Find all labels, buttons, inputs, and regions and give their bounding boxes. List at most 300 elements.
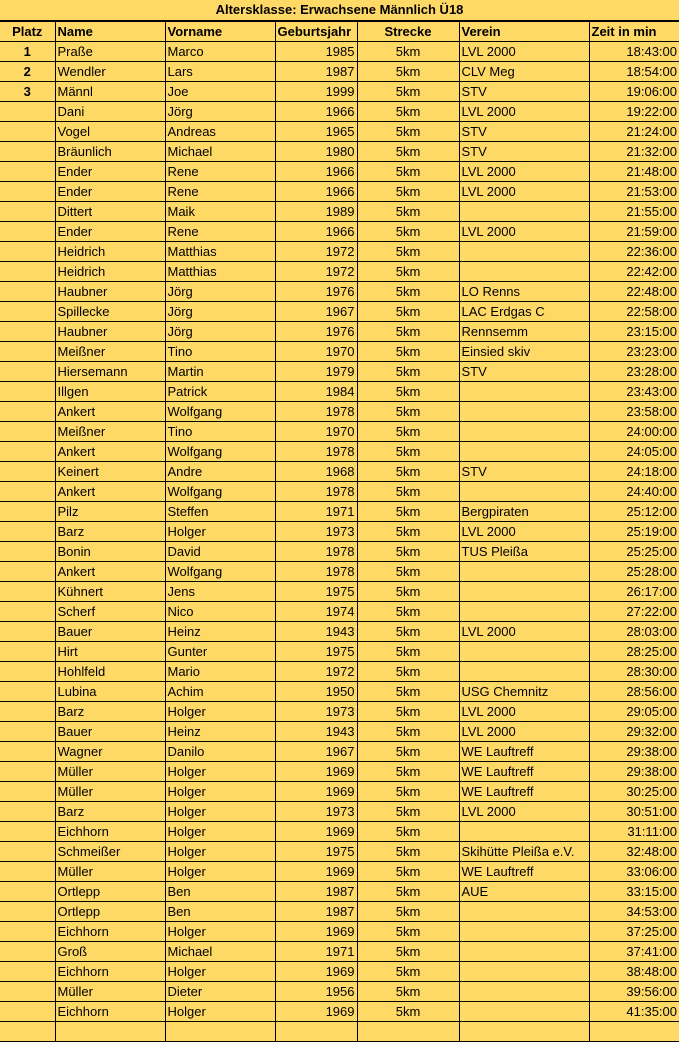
cell-vorname[interactable]: Holger	[165, 842, 275, 862]
cell-zeit[interactable]: 38:48:00	[589, 962, 679, 982]
cell-vorname[interactable]: Mario	[165, 662, 275, 682]
cell-zeit[interactable]: 24:40:00	[589, 482, 679, 502]
cell-strecke[interactable]: 5km	[357, 322, 459, 342]
cell-name[interactable]: Bonin	[55, 542, 165, 562]
header-platz[interactable]: Platz	[0, 22, 55, 42]
cell-vorname[interactable]: Holger	[165, 782, 275, 802]
cell-strecke[interactable]: 5km	[357, 522, 459, 542]
cell-geburtsjahr[interactable]: 1970	[275, 342, 357, 362]
cell-geburtsjahr[interactable]: 1969	[275, 962, 357, 982]
cell-name[interactable]: Dittert	[55, 202, 165, 222]
cell-zeit[interactable]: 26:17:00	[589, 582, 679, 602]
cell-geburtsjahr[interactable]: 1978	[275, 542, 357, 562]
cell-name[interactable]: Heidrich	[55, 262, 165, 282]
cell-name[interactable]: Dani	[55, 102, 165, 122]
cell-geburtsjahr[interactable]: 1969	[275, 782, 357, 802]
cell-platz[interactable]	[0, 542, 55, 562]
cell-platz[interactable]	[0, 822, 55, 842]
cell-platz[interactable]	[0, 102, 55, 122]
cell-strecke[interactable]: 5km	[357, 922, 459, 942]
cell-name[interactable]: Groß	[55, 942, 165, 962]
cell-vorname[interactable]: Tino	[165, 422, 275, 442]
cell-verein[interactable]: STV	[459, 82, 589, 102]
cell-name[interactable]: Wendler	[55, 62, 165, 82]
cell-strecke[interactable]: 5km	[357, 282, 459, 302]
cell-zeit[interactable]: 27:22:00	[589, 602, 679, 622]
cell-zeit[interactable]: 23:23:00	[589, 342, 679, 362]
cell-name[interactable]: Haubner	[55, 322, 165, 342]
cell-vorname[interactable]: Holger	[165, 802, 275, 822]
cell-zeit[interactable]: 21:55:00	[589, 202, 679, 222]
cell-vorname[interactable]: Wolfgang	[165, 482, 275, 502]
cell-verein[interactable]: LVL 2000	[459, 802, 589, 822]
cell-verein[interactable]: WE Lauftreff	[459, 742, 589, 762]
cell-strecke[interactable]: 5km	[357, 62, 459, 82]
cell-vorname[interactable]: Holger	[165, 862, 275, 882]
cell-zeit[interactable]: 37:41:00	[589, 942, 679, 962]
cell-vorname[interactable]: Lars	[165, 62, 275, 82]
cell-geburtsjahr[interactable]: 1968	[275, 462, 357, 482]
cell-strecke[interactable]: 5km	[357, 742, 459, 762]
cell-zeit[interactable]	[589, 1022, 679, 1042]
cell-vorname[interactable]: Danilo	[165, 742, 275, 762]
cell-name[interactable]: Keinert	[55, 462, 165, 482]
cell-zeit[interactable]: 23:28:00	[589, 362, 679, 382]
header-name[interactable]: Name	[55, 22, 165, 42]
cell-strecke[interactable]: 5km	[357, 482, 459, 502]
cell-platz[interactable]	[0, 962, 55, 982]
cell-geburtsjahr[interactable]: 1979	[275, 362, 357, 382]
cell-platz[interactable]	[0, 702, 55, 722]
cell-verein[interactable]: LVL 2000	[459, 102, 589, 122]
cell-geburtsjahr[interactable]: 1987	[275, 62, 357, 82]
cell-strecke[interactable]: 5km	[357, 642, 459, 662]
cell-verein[interactable]: LVL 2000	[459, 722, 589, 742]
cell-platz[interactable]	[0, 642, 55, 662]
cell-name[interactable]: Bräunlich	[55, 142, 165, 162]
cell-vorname[interactable]: Holger	[165, 822, 275, 842]
cell-platz[interactable]	[0, 182, 55, 202]
cell-verein[interactable]: CLV Meg	[459, 62, 589, 82]
cell-zeit[interactable]: 33:06:00	[589, 862, 679, 882]
cell-vorname[interactable]: Holger	[165, 762, 275, 782]
cell-strecke[interactable]: 5km	[357, 822, 459, 842]
cell-geburtsjahr[interactable]: 1969	[275, 862, 357, 882]
cell-zeit[interactable]: 23:58:00	[589, 402, 679, 422]
cell-zeit[interactable]: 31:11:00	[589, 822, 679, 842]
cell-platz[interactable]: 1	[0, 42, 55, 62]
cell-zeit[interactable]: 21:32:00	[589, 142, 679, 162]
cell-platz[interactable]	[0, 362, 55, 382]
cell-verein[interactable]: WE Lauftreff	[459, 782, 589, 802]
cell-geburtsjahr[interactable]: 1966	[275, 102, 357, 122]
cell-platz[interactable]	[0, 242, 55, 262]
cell-platz[interactable]	[0, 802, 55, 822]
cell-strecke[interactable]: 5km	[357, 82, 459, 102]
cell-zeit[interactable]: 24:05:00	[589, 442, 679, 462]
cell-name[interactable]: Eichhorn	[55, 962, 165, 982]
cell-verein[interactable]	[459, 562, 589, 582]
cell-verein[interactable]: LO Renns	[459, 282, 589, 302]
cell-name[interactable]: Männl	[55, 82, 165, 102]
cell-name[interactable]: Hohlfeld	[55, 662, 165, 682]
cell-geburtsjahr[interactable]: 1943	[275, 722, 357, 742]
cell-zeit[interactable]: 23:43:00	[589, 382, 679, 402]
cell-platz[interactable]	[0, 402, 55, 422]
cell-strecke[interactable]: 5km	[357, 462, 459, 482]
cell-platz[interactable]	[0, 722, 55, 742]
cell-strecke[interactable]: 5km	[357, 302, 459, 322]
cell-verein[interactable]: STV	[459, 362, 589, 382]
cell-geburtsjahr[interactable]: 1956	[275, 982, 357, 1002]
cell-platz[interactable]	[0, 1022, 55, 1042]
cell-geburtsjahr[interactable]: 1969	[275, 1002, 357, 1022]
cell-name[interactable]: Ender	[55, 222, 165, 242]
cell-geburtsjahr[interactable]	[275, 1022, 357, 1042]
cell-vorname[interactable]: Jörg	[165, 322, 275, 342]
cell-verein[interactable]: LVL 2000	[459, 182, 589, 202]
cell-verein[interactable]: WE Lauftreff	[459, 862, 589, 882]
cell-vorname[interactable]: Andre	[165, 462, 275, 482]
cell-strecke[interactable]: 5km	[357, 402, 459, 422]
cell-name[interactable]: Kühnert	[55, 582, 165, 602]
cell-verein[interactable]	[459, 582, 589, 602]
cell-zeit[interactable]: 28:56:00	[589, 682, 679, 702]
cell-name[interactable]: Heidrich	[55, 242, 165, 262]
cell-platz[interactable]	[0, 522, 55, 542]
cell-strecke[interactable]: 5km	[357, 902, 459, 922]
cell-verein[interactable]	[459, 442, 589, 462]
cell-geburtsjahr[interactable]: 1980	[275, 142, 357, 162]
cell-vorname[interactable]: Rene	[165, 222, 275, 242]
cell-geburtsjahr[interactable]: 1973	[275, 802, 357, 822]
cell-geburtsjahr[interactable]: 1967	[275, 742, 357, 762]
cell-zeit[interactable]: 28:30:00	[589, 662, 679, 682]
cell-platz[interactable]	[0, 342, 55, 362]
cell-vorname[interactable]: Holger	[165, 922, 275, 942]
cell-strecke[interactable]: 5km	[357, 802, 459, 822]
cell-zeit[interactable]: 19:22:00	[589, 102, 679, 122]
cell-zeit[interactable]: 23:15:00	[589, 322, 679, 342]
cell-name[interactable]: Meißner	[55, 422, 165, 442]
cell-verein[interactable]: AUE	[459, 882, 589, 902]
cell-vorname[interactable]: Ben	[165, 902, 275, 922]
cell-name[interactable]: Ortlepp	[55, 902, 165, 922]
cell-verein[interactable]	[459, 202, 589, 222]
cell-strecke[interactable]: 5km	[357, 1002, 459, 1022]
cell-zeit[interactable]: 29:38:00	[589, 742, 679, 762]
cell-name[interactable]: Eichhorn	[55, 1002, 165, 1022]
cell-verein[interactable]: LVL 2000	[459, 622, 589, 642]
cell-platz[interactable]	[0, 302, 55, 322]
cell-geburtsjahr[interactable]: 1975	[275, 642, 357, 662]
cell-platz[interactable]	[0, 282, 55, 302]
cell-platz[interactable]	[0, 862, 55, 882]
cell-name[interactable]: Wagner	[55, 742, 165, 762]
cell-name[interactable]: Bauer	[55, 622, 165, 642]
cell-vorname[interactable]: Rene	[165, 162, 275, 182]
cell-verein[interactable]	[459, 382, 589, 402]
cell-name[interactable]: Vogel	[55, 122, 165, 142]
cell-verein[interactable]: TUS Pleißa	[459, 542, 589, 562]
cell-platz[interactable]	[0, 842, 55, 862]
cell-strecke[interactable]: 5km	[357, 582, 459, 602]
cell-vorname[interactable]: Wolfgang	[165, 442, 275, 462]
cell-strecke[interactable]: 5km	[357, 362, 459, 382]
cell-platz[interactable]	[0, 942, 55, 962]
cell-zeit[interactable]: 32:48:00	[589, 842, 679, 862]
cell-name[interactable]: Barz	[55, 522, 165, 542]
cell-zeit[interactable]: 21:24:00	[589, 122, 679, 142]
cell-strecke[interactable]: 5km	[357, 182, 459, 202]
cell-zeit[interactable]: 37:25:00	[589, 922, 679, 942]
cell-vorname[interactable]: Wolfgang	[165, 402, 275, 422]
cell-geburtsjahr[interactable]: 1972	[275, 662, 357, 682]
cell-geburtsjahr[interactable]: 1978	[275, 482, 357, 502]
cell-verein[interactable]	[459, 962, 589, 982]
cell-zeit[interactable]: 25:28:00	[589, 562, 679, 582]
cell-name[interactable]: Müller	[55, 762, 165, 782]
cell-name[interactable]: Müller	[55, 982, 165, 1002]
cell-name[interactable]: Praße	[55, 42, 165, 62]
cell-verein[interactable]: LVL 2000	[459, 522, 589, 542]
cell-geburtsjahr[interactable]: 1969	[275, 762, 357, 782]
cell-zeit[interactable]: 18:43:00	[589, 42, 679, 62]
cell-strecke[interactable]: 5km	[357, 562, 459, 582]
cell-zeit[interactable]: 21:53:00	[589, 182, 679, 202]
cell-strecke[interactable]: 5km	[357, 682, 459, 702]
cell-strecke[interactable]: 5km	[357, 422, 459, 442]
cell-name[interactable]: Ankert	[55, 482, 165, 502]
cell-vorname[interactable]: Patrick	[165, 382, 275, 402]
cell-vorname[interactable]: Joe	[165, 82, 275, 102]
cell-verein[interactable]	[459, 1022, 589, 1042]
cell-verein[interactable]	[459, 642, 589, 662]
cell-platz[interactable]	[0, 162, 55, 182]
cell-vorname[interactable]: Holger	[165, 1002, 275, 1022]
header-strecke[interactable]: Strecke	[357, 22, 459, 42]
cell-strecke[interactable]: 5km	[357, 622, 459, 642]
cell-strecke[interactable]: 5km	[357, 542, 459, 562]
cell-geburtsjahr[interactable]: 1975	[275, 842, 357, 862]
cell-verein[interactable]	[459, 902, 589, 922]
cell-vorname[interactable]: Tino	[165, 342, 275, 362]
cell-platz[interactable]	[0, 602, 55, 622]
header-geburtsjahr[interactable]: Geburtsjahr	[275, 22, 357, 42]
cell-strecke[interactable]	[357, 1022, 459, 1042]
cell-strecke[interactable]: 5km	[357, 142, 459, 162]
cell-geburtsjahr[interactable]: 1965	[275, 122, 357, 142]
cell-verein[interactable]	[459, 662, 589, 682]
cell-zeit[interactable]: 34:53:00	[589, 902, 679, 922]
cell-zeit[interactable]: 21:59:00	[589, 222, 679, 242]
cell-vorname[interactable]: Jörg	[165, 302, 275, 322]
cell-geburtsjahr[interactable]: 1972	[275, 262, 357, 282]
cell-verein[interactable]	[459, 422, 589, 442]
cell-vorname[interactable]: Maik	[165, 202, 275, 222]
cell-strecke[interactable]: 5km	[357, 982, 459, 1002]
cell-name[interactable]	[55, 1022, 165, 1042]
cell-strecke[interactable]: 5km	[357, 242, 459, 262]
cell-verein[interactable]: USG Chemnitz	[459, 682, 589, 702]
cell-strecke[interactable]: 5km	[357, 882, 459, 902]
cell-geburtsjahr[interactable]: 1973	[275, 522, 357, 542]
cell-verein[interactable]	[459, 242, 589, 262]
cell-vorname[interactable]: Marco	[165, 42, 275, 62]
cell-strecke[interactable]: 5km	[357, 202, 459, 222]
cell-name[interactable]: Hiersemann	[55, 362, 165, 382]
cell-name[interactable]: Eichhorn	[55, 922, 165, 942]
cell-strecke[interactable]: 5km	[357, 602, 459, 622]
cell-verein[interactable]: Bergpiraten	[459, 502, 589, 522]
cell-name[interactable]: Schmeißer	[55, 842, 165, 862]
cell-name[interactable]: Spillecke	[55, 302, 165, 322]
cell-verein[interactable]: LVL 2000	[459, 162, 589, 182]
cell-platz[interactable]	[0, 742, 55, 762]
cell-strecke[interactable]: 5km	[357, 662, 459, 682]
cell-verein[interactable]: LVL 2000	[459, 42, 589, 62]
cell-name[interactable]: Hirt	[55, 642, 165, 662]
cell-vorname[interactable]: Jörg	[165, 102, 275, 122]
cell-platz[interactable]	[0, 422, 55, 442]
cell-name[interactable]: Meißner	[55, 342, 165, 362]
cell-geburtsjahr[interactable]: 1966	[275, 182, 357, 202]
cell-geburtsjahr[interactable]: 1989	[275, 202, 357, 222]
cell-geburtsjahr[interactable]: 1971	[275, 502, 357, 522]
cell-geburtsjahr[interactable]: 1966	[275, 222, 357, 242]
cell-platz[interactable]	[0, 782, 55, 802]
cell-platz[interactable]	[0, 322, 55, 342]
cell-strecke[interactable]: 5km	[357, 782, 459, 802]
cell-vorname[interactable]: Martin	[165, 362, 275, 382]
cell-name[interactable]: Ankert	[55, 562, 165, 582]
cell-zeit[interactable]: 28:03:00	[589, 622, 679, 642]
cell-geburtsjahr[interactable]: 1978	[275, 442, 357, 462]
cell-name[interactable]: Ender	[55, 162, 165, 182]
cell-strecke[interactable]: 5km	[357, 102, 459, 122]
cell-vorname[interactable]: Heinz	[165, 722, 275, 742]
cell-vorname[interactable]: Achim	[165, 682, 275, 702]
cell-name[interactable]: Barz	[55, 702, 165, 722]
cell-verein[interactable]: STV	[459, 122, 589, 142]
cell-strecke[interactable]: 5km	[357, 342, 459, 362]
cell-verein[interactable]: LVL 2000	[459, 702, 589, 722]
cell-vorname[interactable]: Jens	[165, 582, 275, 602]
cell-geburtsjahr[interactable]: 1978	[275, 562, 357, 582]
cell-verein[interactable]	[459, 1002, 589, 1022]
cell-name[interactable]: Müller	[55, 862, 165, 882]
cell-verein[interactable]	[459, 602, 589, 622]
cell-zeit[interactable]: 28:25:00	[589, 642, 679, 662]
cell-vorname[interactable]: Michael	[165, 142, 275, 162]
cell-platz[interactable]	[0, 902, 55, 922]
cell-zeit[interactable]: 25:12:00	[589, 502, 679, 522]
cell-geburtsjahr[interactable]: 1950	[275, 682, 357, 702]
cell-strecke[interactable]: 5km	[357, 122, 459, 142]
cell-name[interactable]: Haubner	[55, 282, 165, 302]
cell-platz[interactable]	[0, 502, 55, 522]
cell-zeit[interactable]: 33:15:00	[589, 882, 679, 902]
cell-strecke[interactable]: 5km	[357, 262, 459, 282]
cell-vorname[interactable]: Steffen	[165, 502, 275, 522]
cell-geburtsjahr[interactable]: 1975	[275, 582, 357, 602]
cell-strecke[interactable]: 5km	[357, 42, 459, 62]
cell-geburtsjahr[interactable]: 1985	[275, 42, 357, 62]
cell-zeit[interactable]: 22:36:00	[589, 242, 679, 262]
cell-geburtsjahr[interactable]: 1972	[275, 242, 357, 262]
cell-strecke[interactable]: 5km	[357, 942, 459, 962]
cell-name[interactable]: Scherf	[55, 602, 165, 622]
cell-vorname[interactable]: Andreas	[165, 122, 275, 142]
cell-zeit[interactable]: 29:32:00	[589, 722, 679, 742]
cell-vorname[interactable]: Jörg	[165, 282, 275, 302]
cell-vorname[interactable]: Holger	[165, 962, 275, 982]
cell-platz[interactable]	[0, 222, 55, 242]
cell-platz[interactable]	[0, 442, 55, 462]
cell-verein[interactable]: STV	[459, 462, 589, 482]
cell-name[interactable]: Bauer	[55, 722, 165, 742]
cell-platz[interactable]	[0, 1002, 55, 1022]
cell-strecke[interactable]: 5km	[357, 702, 459, 722]
cell-geburtsjahr[interactable]: 1976	[275, 282, 357, 302]
header-verein[interactable]: Verein	[459, 22, 589, 42]
cell-verein[interactable]	[459, 822, 589, 842]
cell-verein[interactable]	[459, 262, 589, 282]
cell-name[interactable]: Pilz	[55, 502, 165, 522]
cell-geburtsjahr[interactable]: 1973	[275, 702, 357, 722]
cell-name[interactable]: Ender	[55, 182, 165, 202]
cell-vorname[interactable]: Holger	[165, 702, 275, 722]
cell-vorname[interactable]: Nico	[165, 602, 275, 622]
cell-vorname[interactable]	[165, 1022, 275, 1042]
cell-platz[interactable]	[0, 922, 55, 942]
cell-zeit[interactable]: 25:19:00	[589, 522, 679, 542]
cell-platz[interactable]	[0, 762, 55, 782]
cell-vorname[interactable]: Ben	[165, 882, 275, 902]
cell-geburtsjahr[interactable]: 1987	[275, 902, 357, 922]
cell-strecke[interactable]: 5km	[357, 862, 459, 882]
cell-platz[interactable]	[0, 662, 55, 682]
cell-verein[interactable]	[459, 982, 589, 1002]
cell-zeit[interactable]: 29:38:00	[589, 762, 679, 782]
cell-zeit[interactable]: 25:25:00	[589, 542, 679, 562]
cell-vorname[interactable]: Wolfgang	[165, 562, 275, 582]
cell-zeit[interactable]: 41:35:00	[589, 1002, 679, 1022]
cell-strecke[interactable]: 5km	[357, 842, 459, 862]
cell-name[interactable]: Lubina	[55, 682, 165, 702]
cell-geburtsjahr[interactable]: 1943	[275, 622, 357, 642]
cell-geburtsjahr[interactable]: 1966	[275, 162, 357, 182]
cell-geburtsjahr[interactable]: 1974	[275, 602, 357, 622]
cell-verein[interactable]	[459, 402, 589, 422]
cell-geburtsjahr[interactable]: 1976	[275, 322, 357, 342]
cell-verein[interactable]	[459, 482, 589, 502]
cell-geburtsjahr[interactable]: 1999	[275, 82, 357, 102]
cell-zeit[interactable]: 24:18:00	[589, 462, 679, 482]
cell-platz[interactable]	[0, 682, 55, 702]
cell-strecke[interactable]: 5km	[357, 502, 459, 522]
cell-strecke[interactable]: 5km	[357, 722, 459, 742]
cell-strecke[interactable]: 5km	[357, 162, 459, 182]
cell-verein[interactable]	[459, 942, 589, 962]
cell-name[interactable]: Barz	[55, 802, 165, 822]
cell-zeit[interactable]: 18:54:00	[589, 62, 679, 82]
cell-platz[interactable]: 2	[0, 62, 55, 82]
cell-geburtsjahr[interactable]: 1971	[275, 942, 357, 962]
cell-name[interactable]: Müller	[55, 782, 165, 802]
cell-vorname[interactable]: Dieter	[165, 982, 275, 1002]
cell-strecke[interactable]: 5km	[357, 222, 459, 242]
